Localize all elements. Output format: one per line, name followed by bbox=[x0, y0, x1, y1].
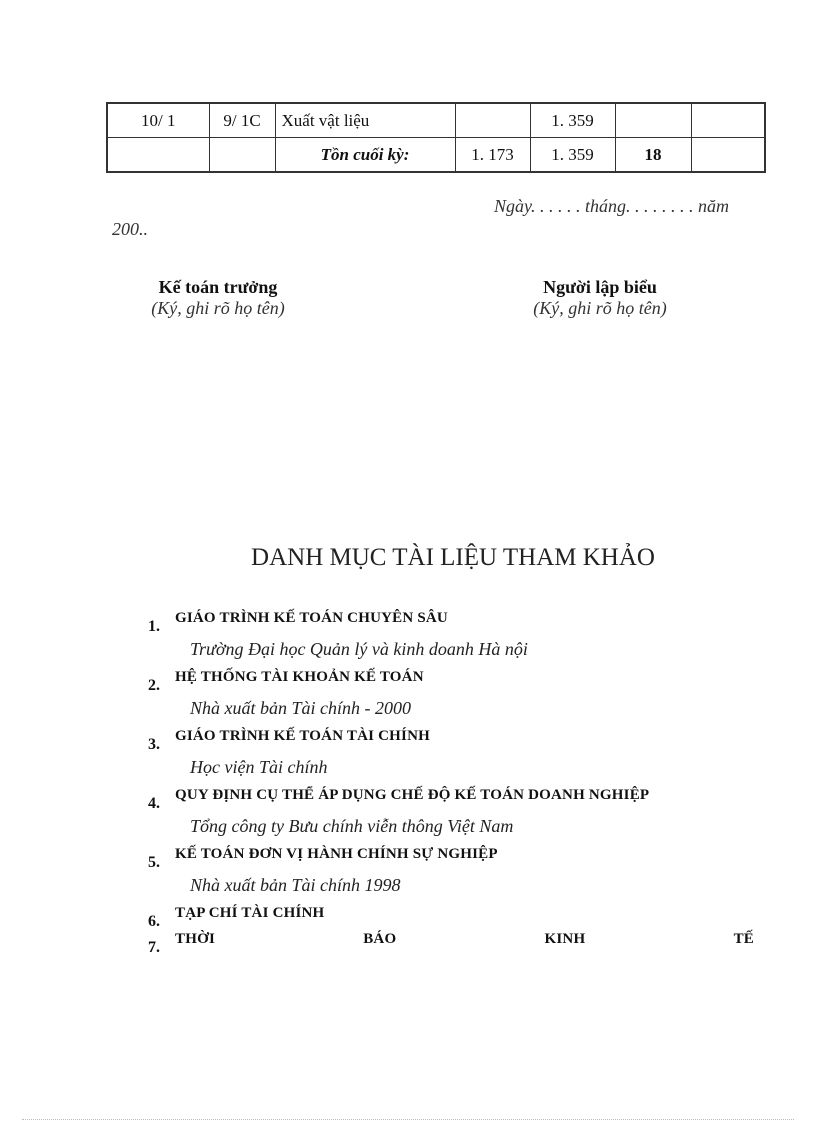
table-cell-balance bbox=[615, 103, 691, 138]
item-source: Học viện Tài chính bbox=[190, 757, 328, 777]
table-cell-description: Xuất vật liệu bbox=[275, 103, 455, 138]
date-year: 200.. bbox=[112, 219, 148, 239]
table-cell-voucher: 9/ 1C bbox=[209, 103, 275, 138]
item-title-word: BÁO bbox=[363, 931, 397, 947]
table-cell-out: 1. 359 bbox=[530, 138, 615, 173]
item-number: 4. bbox=[148, 795, 160, 812]
item-number: 1. bbox=[148, 618, 160, 635]
item-title: TẠP CHÍ TÀI CHÍNH bbox=[175, 905, 325, 921]
item-number: 5. bbox=[148, 854, 160, 871]
list-item bbox=[148, 669, 758, 728]
table-cell-in: 1. 173 bbox=[455, 138, 530, 173]
item-title-word: TẾ bbox=[733, 931, 754, 947]
item-title: QUY ĐỊNH CỤ THỂ ÁP DỤNG CHẾ ĐỘ KẾ TOÁN DOANH NGHIỆP bbox=[175, 787, 650, 803]
item-number: 3. bbox=[148, 736, 160, 753]
item-source: Nhà xuất bản Tài chính - 2000 bbox=[190, 698, 411, 718]
list-item bbox=[148, 610, 758, 669]
bibliography-heading: DANH MỤC TÀI LIỆU THAM KHẢO bbox=[251, 544, 655, 571]
table-cell-balance: 18 bbox=[615, 138, 691, 173]
page-bottom-divider bbox=[22, 1119, 794, 1120]
signature-preparer bbox=[500, 277, 700, 319]
item-number: 7. bbox=[148, 939, 160, 956]
table-cell-date bbox=[107, 138, 209, 173]
list-item bbox=[148, 728, 758, 787]
table-cell-in bbox=[455, 103, 530, 138]
table-cell-note bbox=[691, 138, 765, 173]
list-item bbox=[148, 931, 758, 959]
item-title-word: KINH bbox=[544, 931, 586, 947]
signature-note: (Ký, ghi rõ họ tên) bbox=[151, 298, 285, 318]
signature-title: Người lập biểu bbox=[543, 277, 657, 297]
item-title bbox=[175, 931, 754, 948]
item-title: GIÁO TRÌNH KẾ TOÁN TÀI CHÍNH bbox=[175, 728, 430, 744]
bibliography-list bbox=[148, 610, 758, 959]
table-row-total bbox=[107, 138, 765, 173]
item-number: 2. bbox=[148, 677, 160, 694]
signature-chief-accountant bbox=[118, 277, 318, 319]
table-cell-voucher bbox=[209, 138, 275, 173]
ledger-table bbox=[106, 102, 766, 173]
item-title: HỆ THỐNG TÀI KHOẢN KẾ TOÁN bbox=[175, 669, 424, 685]
item-title-word: THỜI bbox=[175, 931, 215, 947]
item-title: KẾ TOÁN ĐƠN VỊ HÀNH CHÍNH SỰ NGHIỆP bbox=[175, 846, 498, 862]
table-row bbox=[107, 103, 765, 138]
item-title: GIÁO TRÌNH KẾ TOÁN CHUYÊN SÂU bbox=[175, 610, 448, 626]
date-line: Ngày. . . . . . tháng. . . . . . . . năm bbox=[494, 196, 730, 216]
item-number: 6. bbox=[148, 913, 160, 930]
item-source: Trường Đại học Quản lý và kinh doanh Hà nội bbox=[190, 639, 528, 659]
list-item bbox=[148, 787, 758, 846]
table-cell-closing-label: Tồn cuối kỳ: bbox=[275, 138, 455, 173]
item-source: Tổng công ty Bưu chính viễn thông Việt Nam bbox=[190, 816, 514, 836]
signature-title: Kế toán trưởng bbox=[158, 277, 278, 297]
signature-note: (Ký, ghi rõ họ tên) bbox=[533, 298, 667, 318]
list-item bbox=[148, 846, 758, 905]
table-cell-note bbox=[691, 103, 765, 138]
list-item bbox=[148, 905, 758, 931]
table-cell-date: 10/ 1 bbox=[107, 103, 209, 138]
item-source: Nhà xuất bản Tài chính 1998 bbox=[190, 875, 401, 895]
table-cell-out: 1. 359 bbox=[530, 103, 615, 138]
